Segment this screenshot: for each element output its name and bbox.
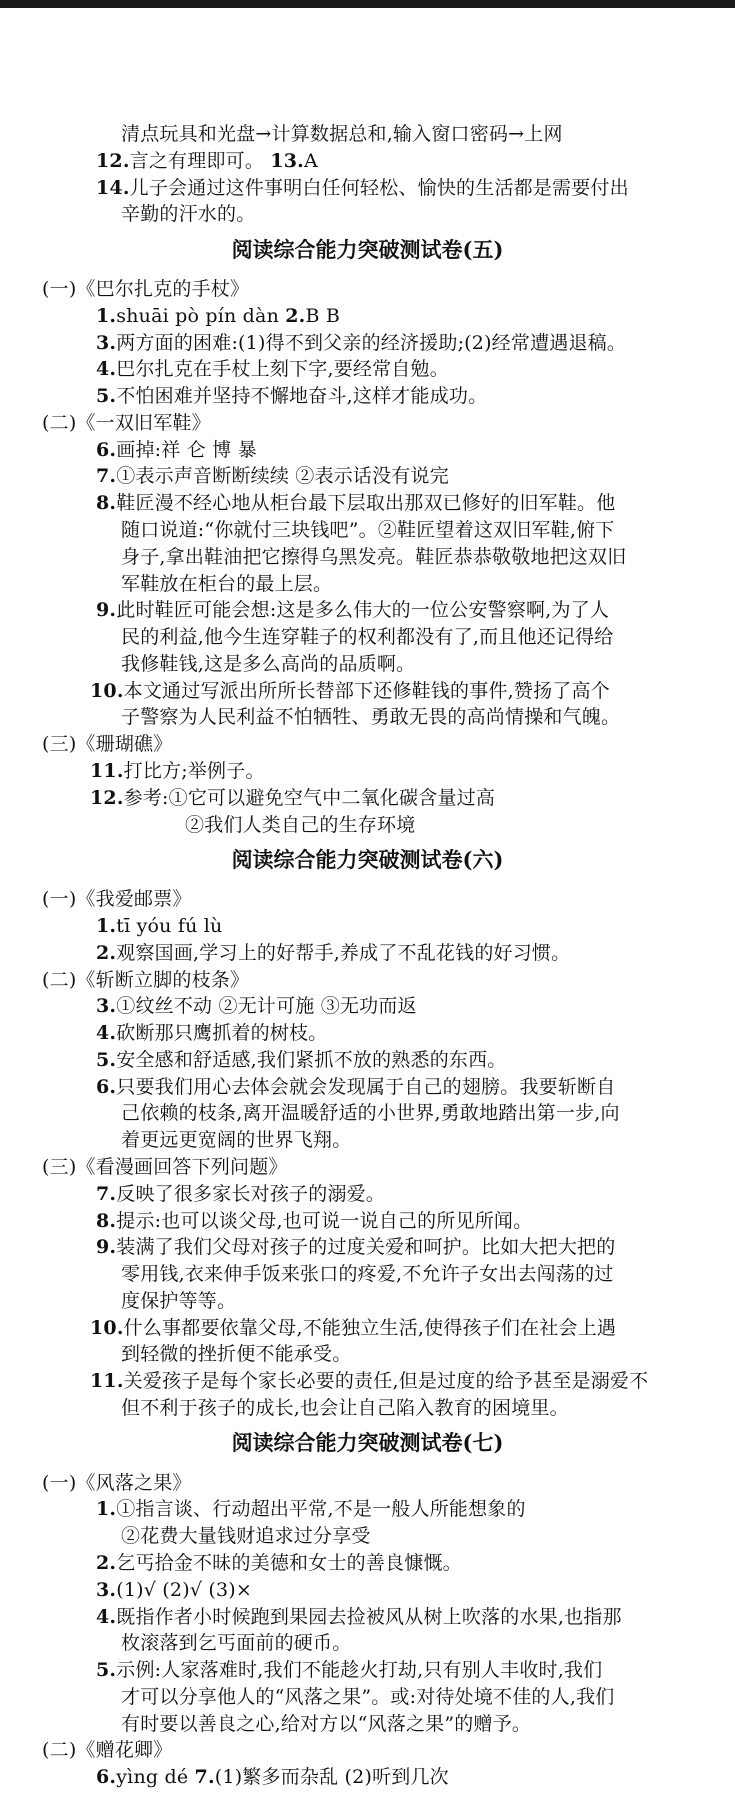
item-number: 8. [96, 1210, 117, 1232]
subsection-title: (二)《一双旧军鞋》 [42, 412, 211, 434]
answer-text: 观察国画,学习上的好帮手,养成了不乱花钱的好习惯。 [116, 942, 571, 964]
item-number: 9. [96, 599, 117, 621]
answer-line [121, 703, 620, 731]
answer-text: ①纹丝不动 ②无计可施 ③无功而返 [116, 995, 417, 1017]
item-number: 5. [96, 1659, 117, 1681]
answer-line [96, 1233, 615, 1261]
answer-line [90, 677, 610, 705]
item-number: 2. [285, 305, 306, 327]
item-number: 7. [96, 1183, 117, 1205]
answer-text: 安全感和舒适感,我们紧抓不放的熟悉的东西。 [116, 1049, 507, 1071]
answer-text: 只要我们用心去体会就会发现属于自己的翅膀。我要斩断自 [116, 1076, 616, 1098]
answer-text: 才可以分享他人的“风落之果”。或:对待处境不佳的人,我们 [121, 1686, 615, 1708]
answer-text: (1)繁多而杂乱 (2)听到几次 [214, 1766, 449, 1788]
answer-text: ②花费大量钱财追求过分享受 [121, 1525, 371, 1547]
answer-line [90, 757, 265, 785]
item-number: 4. [96, 358, 117, 380]
answer-text: 零用钱,衣来伸手饭来张口的疼爱,不允许子女出去闯荡的过 [121, 1263, 614, 1285]
item-number: 10. [90, 680, 124, 702]
answer-text: B B [305, 305, 341, 327]
answer-line [121, 1126, 351, 1154]
answer-text: 装满了我们父母对孩子的过度关爱和呵护。比如大把大把的 [116, 1236, 616, 1258]
answer-text: 鞋匠漫不经心地从柜台最下层取出那双已修好的旧军鞋。他 [116, 492, 616, 514]
item-number: 5. [96, 1049, 117, 1071]
answer-text: 示例:人家落难时,我们不能趁火打劫,只有别人丰收时,我们 [116, 1659, 603, 1681]
answer-line [96, 355, 449, 383]
answer-line [90, 1367, 648, 1395]
subsection-title: (一)《巴尔扎克的手杖》 [42, 278, 250, 300]
item-number: 5. [96, 385, 117, 407]
item-number: 6. [96, 439, 117, 461]
answer-text: 参考:①它可以避免空气中二氧化碳含量过高 [123, 787, 496, 809]
answer-text: tī yóu fú lù [116, 915, 223, 937]
answer-text: 但不利于孩子的成长,也会让自己陷入教育的困境里。 [121, 1397, 569, 1419]
answer-text: 到轻微的挫折便不能承受。 [121, 1343, 352, 1365]
answer-text: 随口说道:“你就付三块钱吧”。②鞋匠望着这双旧军鞋,俯下 [121, 519, 615, 541]
answer-text: 既指作者小时候跑到果园去捡被风从树上吹落的水果,也指那 [116, 1606, 622, 1628]
subsection-title [42, 1736, 172, 1764]
answer-text: 提示:也可以谈父母,也可说一说自己的所见所闻。 [116, 1210, 533, 1232]
answer-line [121, 1099, 620, 1127]
answer-line [96, 912, 222, 940]
answer-line [96, 1495, 526, 1523]
answer-text: 什么事都要依靠父母,不能独立生活,使得孩子们在社会上遇 [123, 1317, 617, 1339]
answer-text: A [303, 150, 318, 172]
answer-text: (二)《赠花卿》 [42, 1739, 173, 1761]
item-number: 6. [96, 1766, 117, 1788]
item-number: 7. [194, 1766, 215, 1788]
item-number: 14. [96, 177, 130, 199]
answer-text: 度保护等等。 [121, 1290, 237, 1312]
answer-text: (1)√ (2)√ (3)× [116, 1579, 253, 1601]
item-number: 10. [90, 1317, 124, 1339]
answer-line [121, 200, 255, 228]
answer-line [96, 1549, 462, 1577]
answer-line [96, 596, 609, 624]
answer-line [96, 329, 626, 357]
answer-text: 乞丐拾金不昧的美德和女士的善良慷慨。 [116, 1552, 462, 1574]
answer-line [121, 1683, 614, 1711]
answer-text: 巴尔扎克在手杖上刻下字,要经常自勉。 [116, 358, 449, 380]
section-heading: 阅读综合能力突破测试卷(七) [231, 1430, 504, 1455]
item-number: 1. [96, 1498, 117, 1520]
answer-line [96, 1576, 252, 1604]
answer-text: 着更远更宽阔的世界飞翔。 [121, 1129, 352, 1151]
answer-line [96, 992, 417, 1020]
item-number: 2. [96, 1552, 117, 1574]
answer-text: 军鞋放在柜台的最上层。 [121, 573, 333, 595]
answer-line [121, 1260, 613, 1288]
answer-line [96, 1046, 507, 1074]
answer-line [121, 1629, 351, 1657]
item-number: 7. [96, 465, 117, 487]
answer-text: 不怕困难并坚持不懈地奋斗,这样才能成功。 [116, 385, 488, 407]
answer-line [96, 1656, 602, 1684]
answer-line [121, 1394, 569, 1422]
answer-text: 辛勤的汗水的。 [121, 203, 256, 225]
answer-text: 己依赖的枝条,离开温暖舒适的小世界,勇敢地踏出第一步,向 [121, 1102, 620, 1124]
answer-text: ①指言谈、行动超出平常,不是一般人所能想象的 [116, 1498, 526, 1520]
answer-text: ①表示声音断断续续 ②表示话没有说完 [116, 465, 449, 487]
answer-text: 儿子会通过这件事明白任何轻松、愉快的生活都是需要付出 [129, 177, 629, 199]
answer-text: 身子,拿出鞋油把它擦得乌黑发亮。鞋匠恭恭敬敬地把这双旧 [121, 546, 627, 568]
answer-line [96, 1073, 615, 1101]
answer-text: shuāi pò pín dàn [116, 305, 286, 327]
answer-text: 打比方;举例子。 [123, 760, 265, 782]
answer-text: 我修鞋钱,这是多么高尚的品质啊。 [121, 653, 416, 675]
answer-text: 画掉:祥 仑 博 暴 [116, 439, 257, 461]
answer-line [90, 784, 495, 812]
section-heading: 阅读综合能力突破测试卷(五) [231, 237, 504, 262]
item-number: 12. [90, 787, 124, 809]
answer-text: 关爱孩子是每个家长必要的责任,但是过度的给予甚至是溺爱不 [123, 1370, 649, 1392]
item-number: 6. [96, 1076, 117, 1098]
answer-line [121, 120, 563, 148]
answer-line [96, 462, 449, 490]
item-number: 4. [96, 1606, 117, 1628]
answer-line [96, 302, 340, 330]
answer-text: 清点玩具和光盘→计算数据总和,输入窗口密码→上网 [121, 123, 563, 145]
answer-line [96, 1763, 449, 1791]
answer-line [121, 1287, 236, 1315]
answer-line [96, 1603, 622, 1631]
answer-line [96, 1180, 385, 1208]
item-number: 11. [90, 760, 124, 782]
answer-line [96, 1207, 532, 1235]
answer-text: yìng dé [116, 1766, 195, 1788]
item-number: 3. [96, 1579, 117, 1601]
subsection-title: (二)《斩断立脚的枝条》 [42, 969, 250, 991]
item-number: 13. [270, 150, 304, 172]
answer-text: 有时要以善良之心,给对方以“风落之果”的赠予。 [121, 1713, 532, 1735]
item-number: 8. [96, 492, 117, 514]
answer-text: 本文通过写派出所所长替部下还修鞋钱的事件,赞扬了高个 [123, 680, 610, 702]
section-heading: 阅读综合能力突破测试卷(六) [231, 847, 504, 872]
item-number: 11. [90, 1370, 124, 1392]
answer-line [96, 939, 570, 967]
answer-line [121, 650, 415, 678]
answer-text: 此时鞋匠可能会想:这是多么伟大的一位公安警察啊,为了人 [116, 599, 610, 621]
answer-text: 言之有理即可。 [129, 150, 271, 172]
answer-line [121, 1340, 351, 1368]
item-number: 3. [96, 995, 117, 1017]
answer-line [121, 623, 613, 651]
answer-line [121, 1710, 531, 1738]
answer-text: 两方面的困难:(1)得不到父亲的经济援助;(2)经常遭遇退稿。 [116, 332, 627, 354]
answer-line [121, 543, 626, 571]
answer-text: ②我们人类自己的生存环境 [185, 814, 416, 836]
answer-line [90, 1314, 616, 1342]
item-number: 1. [96, 305, 117, 327]
subsection-title: (一)《我爱邮票》 [42, 888, 192, 910]
subsection-title: (三)《珊瑚礁》 [42, 733, 173, 755]
subsection-title: (一)《风落之果》 [42, 1472, 192, 1494]
item-number: 2. [96, 942, 117, 964]
answer-text: 砍断那只鹰抓着的树枝。 [116, 1022, 328, 1044]
answer-line [121, 570, 332, 598]
item-number: 9. [96, 1236, 117, 1258]
answer-line [96, 174, 629, 202]
answer-line [96, 436, 257, 464]
item-number: 1. [96, 915, 117, 937]
answer-line [121, 1522, 371, 1550]
answer-text: 反映了很多家长对孩子的溺爱。 [116, 1183, 386, 1205]
answer-text: 子警察为人民利益不怕牺牲、勇敢无畏的高尚情操和气魄。 [121, 706, 621, 728]
answer-text: 民的利益,他今生连穿鞋子的权利都没有了,而且他还记得给 [121, 626, 614, 648]
item-number: 12. [96, 150, 130, 172]
answer-line [96, 1019, 327, 1047]
answer-line [121, 516, 614, 544]
subsection-title: (三)《看漫画回答下列问题》 [42, 1156, 288, 1178]
answer-line [96, 147, 318, 175]
answer-line [96, 382, 487, 410]
answer-line [96, 489, 615, 517]
item-number: 4. [96, 1022, 117, 1044]
answer-line [185, 811, 415, 839]
item-number: 3. [96, 332, 117, 354]
answer-text: 枚滚落到乞丐面前的硬币。 [121, 1632, 352, 1654]
